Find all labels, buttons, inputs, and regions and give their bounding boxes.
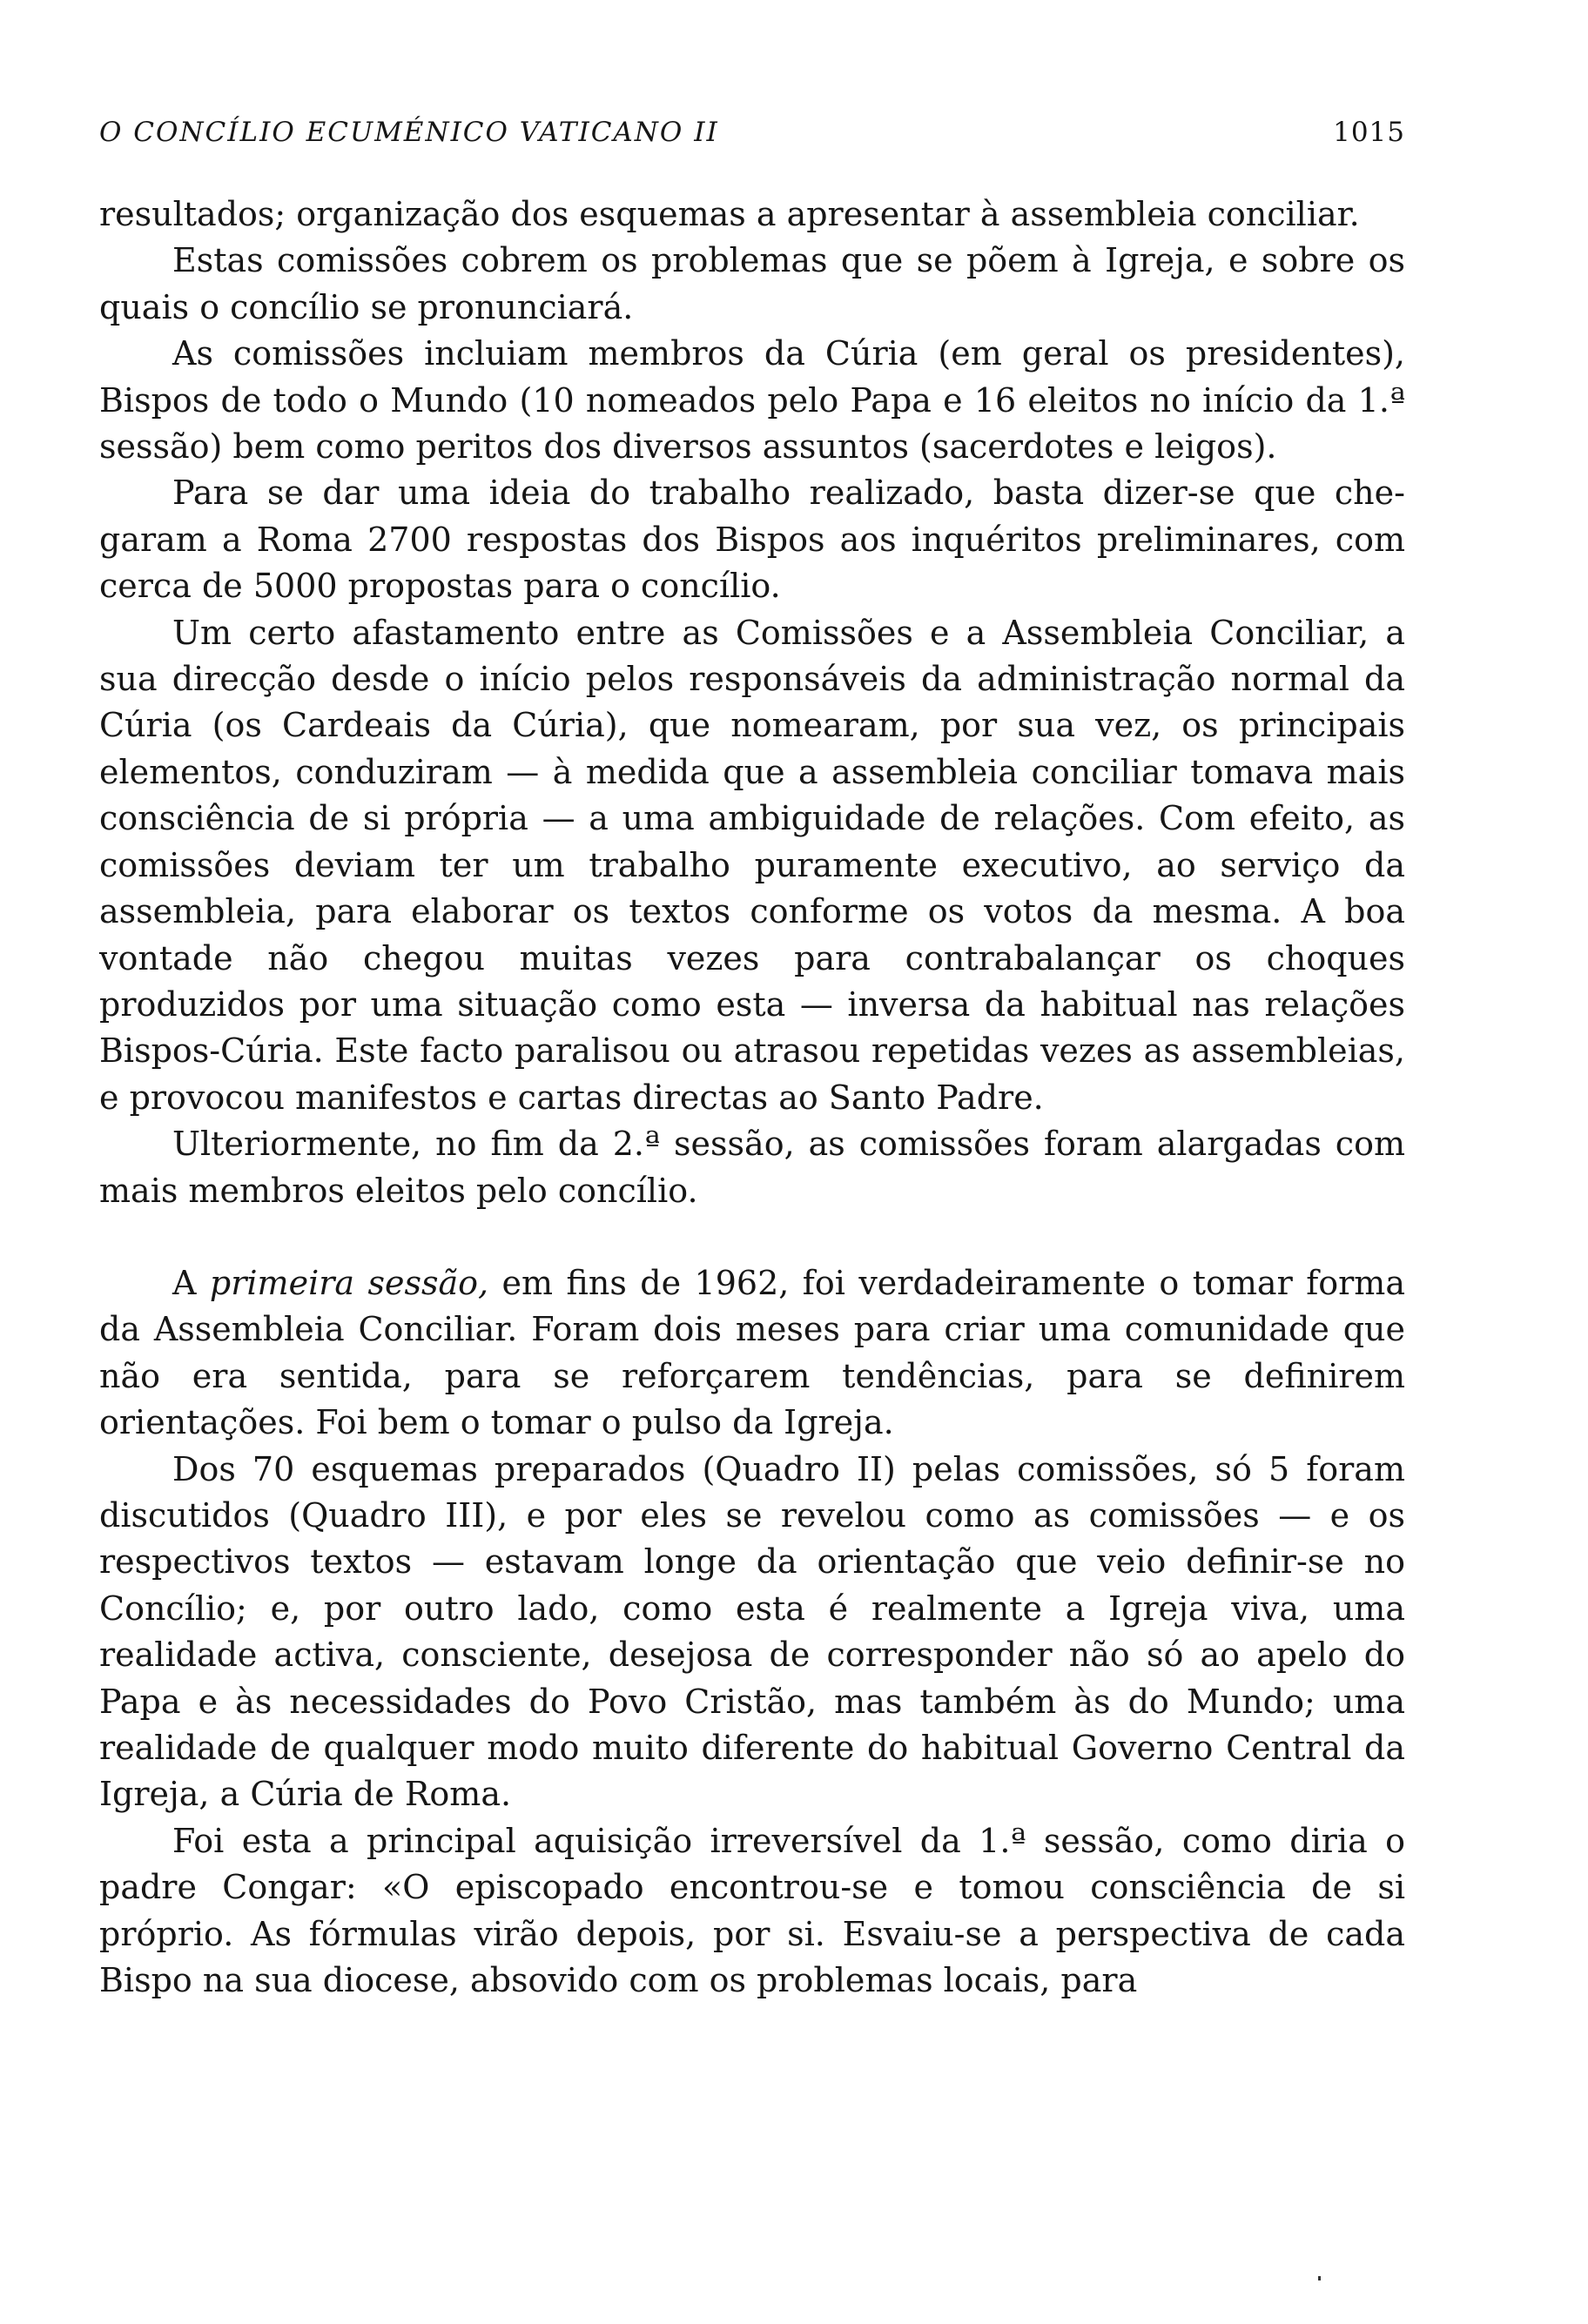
paragraph-9: Foi esta a principal aquisição irreversível da 1.ª sessão, como diria o padre Congar: «O episcopado encontrou-se e tomou consciência de si próprio. As fórmulas virão depois, por si. Esvaiu-se a perspectiva de cada Bispo na sua diocese, absovido com os problemas locais, para: [99, 1821, 1405, 2000]
paragraph-7-text: em fins de 1962, foi verdadeiramente o tomar forma da Assembleia Conciliar. Foram dois meses para criar uma comunidade que não era sentida, para se reforçarem tendências, para se definirem orientações. Foi bem o tomar o pulso da Igreja.: [99, 1263, 1406, 1442]
paragraph-3: As comissões incluiam membros da Cúria (em geral os presidentes), Bispos de todo o Mundo (10 nomeados pelo Papa e 16 eleitos no início da 1.ª sessão) bem como peritos dos diversos assuntos (sacerdotes e leigos).: [99, 334, 1405, 467]
paragraph-4: Para se dar uma ideia do trabalho realizado, basta dizer-se que chegaram a Roma 2700 respostas dos Bispos aos inquéritos preliminares, com cerca de 5000 propostas para o concílio.: [99, 474, 1405, 606]
paragraph-5: Um certo afastamento entre as Comissões e a Assembleia Conciliar, a sua direcção desde o início pelos responsáveis da administração normal da Cúria (os Cardeais da Cúria), que nomearam, por sua vez, os principais elementos, conduziram — à medida que a assembleia conciliar tomava mais consciência de si própria — a uma ambiguidade de relações. Com efeito, as comissões deviam ter um trabalho puramente executivo, ao serviço da assembleia, para elaborar os textos conforme os votos da mesma. A boa vontade não chegou muitas vezes para contrabalançar os choques produzidos por uma situação como esta — inversa da habitual nas relações Bispos-Cúria. Este facto paralisou ou atrasou repetidas vezes as assembleias, e provocou manifestos e cartas directas ao Santo Padre.: [99, 613, 1405, 1117]
paragraph-7-lead: A: [172, 1263, 210, 1302]
stray-ink-mark: [1318, 2276, 1321, 2280]
paragraph-7: [99, 1260, 1405, 1447]
emphasis-primeira-sessao: primeira sessão,: [209, 1263, 489, 1302]
paragraph-1: resultados; organização dos esquemas a apresentar à assembleia conciliar.: [99, 195, 1360, 233]
running-title: O CONCÍLIO ECUMÉNICO VATICANO II: [99, 117, 719, 148]
paragraph-2: Estas comissões cobrem os problemas que se põem à Igreja, e sobre os quais o concílio se pronunciará.: [99, 241, 1405, 326]
body-text: [99, 191, 1405, 2004]
paragraph-8: Dos 70 esquemas preparados (Quadro II) pelas comissões, só 5 foram discutidos (Quadro III), e por eles se revelou como as comissões — e os respectivos textos — estavam longe da orientação que veio definir-se no Concílio; e, por outro lado, como esta é realmente a Igreja viva, uma realidade activa, consciente, desejosa de corresponder não só ao apelo do Papa e às necessidades do Povo Cristão, mas também às do Mundo; uma realidade de qualquer modo muito diferente do habitual Governo Central da Igreja, a Cúria de Roma.: [99, 1449, 1405, 1814]
running-header: [99, 117, 1405, 160]
paragraph-6: Ulteriormente, no fim da 2.ª sessão, as comissões foram alargadas com mais membros eleitos pelo concílio.: [99, 1125, 1405, 1210]
page-number: 1015: [1333, 117, 1405, 148]
